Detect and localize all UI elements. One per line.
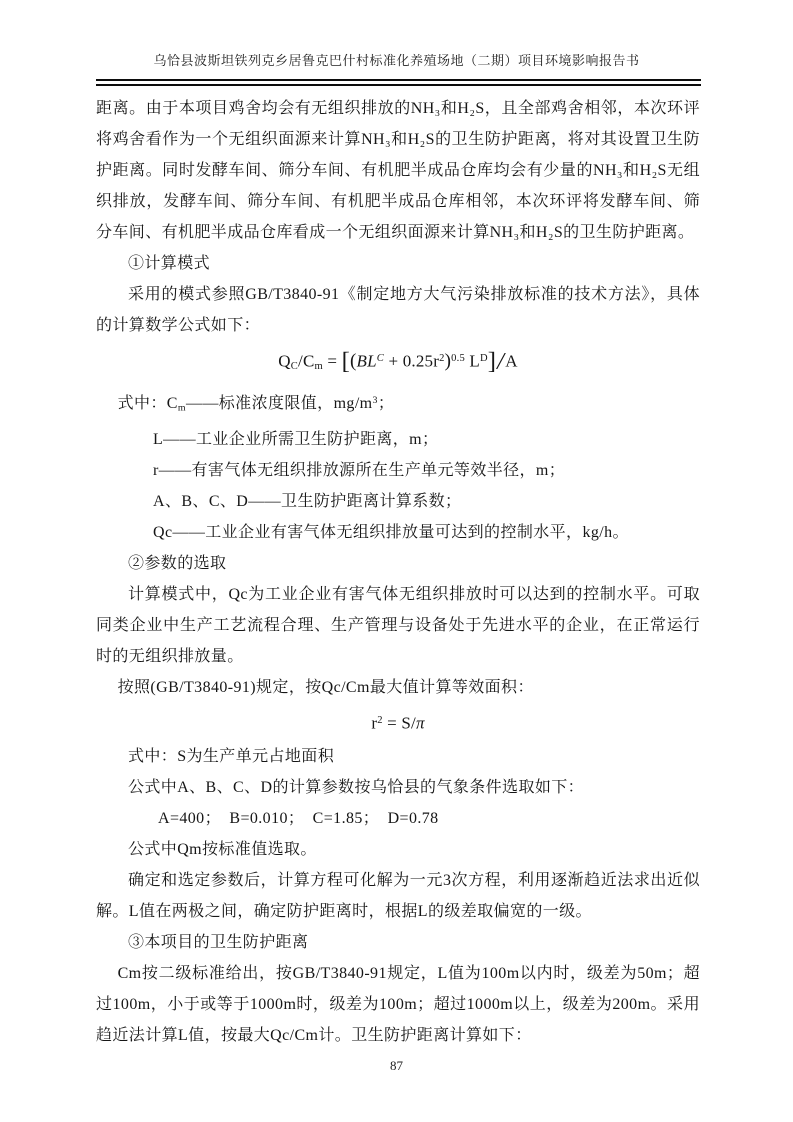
formula-legend-item-r: r——有害气体无组织排放源所在生产单元等效半径，m； — [153, 461, 566, 479]
paragraph-grade-rules: Cm按二级标准给出，按GB/T3840-91规定，L值为100m以内时，级差为50m；超过100m，小于或等于1000m时，级差为100m；超过1000m以上，级差为200m。采用趋近法计算L值，按最大Qc/Cm计。卫生防护距离计算如下： — [96, 965, 700, 1045]
formula-protection-distance: $QC/Cm = [(BL^C + 0.25r^2)^{0.5}$ $L^D]/A$ — [278, 347, 518, 375]
page-number: 87 — [390, 1058, 403, 1073]
formula-equivalent-radius: $r^2 = S/\pi$ — [371, 713, 425, 733]
paragraph-qm-note: 公式中Qm按标准值选取。 — [128, 841, 317, 859]
paragraph-coefficients-intro: 公式中A、B、C、D的计算参数按乌恰县的气象条件选取如下： — [128, 779, 585, 797]
formula-legend-S: 式中：S为生产单元占地面积 — [128, 748, 335, 766]
paragraph-model-reference: 采用的模式参照GB/T3840-91《制定地方大气污染排放标准的技术方法》，具体的计算数学公式如下： — [96, 286, 700, 334]
section-1-heading: ①计算模式 — [128, 255, 211, 272]
paragraph-solution-method: 确定和选定参数后，计算方程可化解为一元3次方程，利用逐渐趋近法求出近似解。L值在两极之间，确定防护距离时，根据L的级差取偏宽的一级。 — [96, 872, 700, 921]
paragraph-equivalent-area: 按照(GB/T3840-91)规定，按Qc/Cm最大值计算等效面积： — [117, 678, 534, 696]
section-2-heading: ②参数的选取 — [128, 554, 227, 572]
header-double-rule — [96, 79, 701, 86]
formula-legend-item-ABCD: A、B、C、D——卫生防护距离计算系数； — [153, 492, 462, 510]
formula-legend-item-L: L——工业企业所需卫生防护距离，m； — [153, 430, 439, 448]
formula-legend-item-Qc: Qc——工业企业有害气体无组织排放量可达到的控制水平，kg/h。 — [153, 523, 629, 541]
coefficient-values-line: A=400； B=0.010； C=1.85； D=0.78 — [158, 810, 439, 828]
paragraph-parameter-selection: 计算模式中，Qc为工业企业有害气体无组织排放时可以达到的控制水平。可取同类企业中生产工艺流程合理、生产管理与设备处于先进水平的企业，在正常运行时的无组织排放量。 — [96, 585, 700, 665]
section-3-heading: ③本项目的卫生防护距离 — [128, 934, 309, 952]
page-header-title: 乌恰县波斯坦铁列克乡居鲁克巴什村标准化养殖场地（二期）项目环境影响报告书 — [153, 53, 640, 68]
formula-legend-lead: 式中：Cm——标准浓度限值，$mg/m^3$； — [117, 395, 395, 414]
paragraph-continuation: 距离。由于本项目鸡舍均会有无组织排放的NH₃和H₂S，且全部鸡舍相邻，本次环评将鸡舍看作为一个无组织面源来计算NH₃和H₂S的卫生防护距离，将对其设置卫生防护距离。同时发酵车间、筛分车间、有机肥半成品仓库均会有少量的NH₃和H₂S无组织排放，发酵车间、筛分车间、有机肥半成品仓库相邻，本次环评将发酵车间、筛分车间、有机肥半成品仓库看成一个无组织面源来计算NH₃和H₂S的卫生防护距离。 — [96, 100, 700, 241]
document-body — [96, 93, 700, 1051]
